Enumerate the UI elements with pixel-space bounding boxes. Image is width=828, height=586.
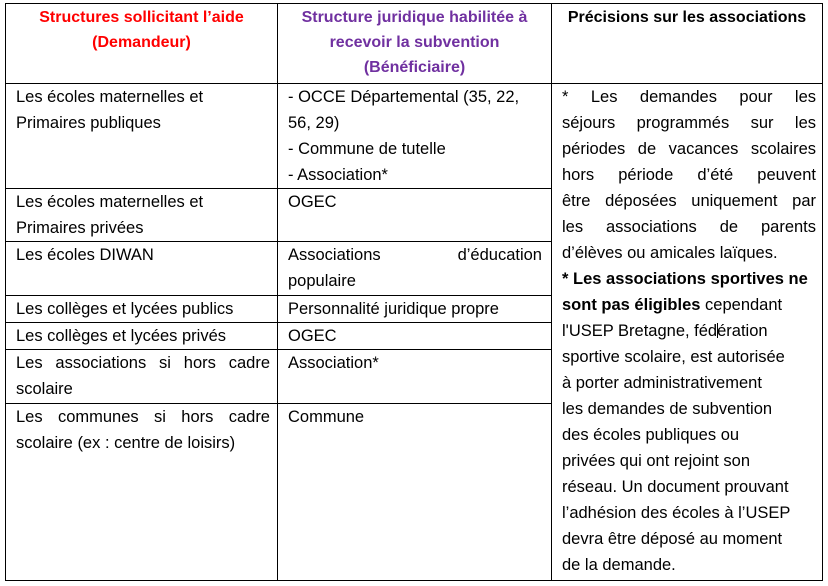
cell-line: Primaires publiques	[16, 114, 161, 132]
table-row-4-beneficiaire	[288, 296, 546, 322]
precisions-line: des écoles publiques ou	[562, 426, 740, 444]
precisions-line: * Les demandes pour les	[562, 88, 816, 106]
cell-line: Association*	[288, 354, 379, 372]
header-beneficiaire-line: recevoir la subvention	[329, 34, 500, 51]
precisions-text: ération	[717, 322, 768, 340]
precisions-text: cependant	[700, 296, 783, 314]
cell-line: Les communes si hors cadre	[16, 408, 270, 426]
cell-line: populaire	[288, 272, 356, 290]
table-row-6-demandeur	[16, 350, 270, 402]
cell-line: Les collèges et lycées publics	[16, 300, 234, 318]
precisions-line: devra être déposé au moment	[562, 530, 783, 548]
column-divider-2	[551, 3, 552, 581]
header-beneficiaire-line: Structure juridique habilitée à	[301, 9, 528, 26]
table-border-top	[5, 3, 823, 4]
precisions-text: l'USEP Bretagne, féd	[562, 322, 718, 340]
table-row-3-demandeur	[16, 242, 271, 268]
precisions-line-cursor	[562, 318, 816, 344]
table-border-right	[822, 3, 823, 581]
table-row-7-demandeur	[16, 404, 270, 456]
precisions-cell	[562, 84, 816, 578]
table-row-2-demandeur	[16, 189, 271, 241]
precisions-line: séjours programmés sur les	[562, 114, 816, 132]
cell-line: Les associations si hors cadre	[16, 354, 270, 372]
precisions-line: réseau. Un document prouvant	[562, 478, 789, 496]
table-border-bottom	[5, 580, 823, 581]
cell-line: Associations d’éducation	[288, 246, 542, 264]
header-demandeur	[6, 5, 277, 55]
header-precisions	[552, 5, 822, 30]
precisions-bold-text: sont pas éligibles	[562, 296, 701, 314]
cell-line: - OCCE Départemental (35, 22,	[288, 88, 520, 106]
precisions-line: privées qui ont rejoint son	[562, 452, 751, 470]
precisions-line: à porter administrativement	[562, 374, 762, 392]
table-row-6-beneficiaire	[288, 350, 546, 376]
table-row-1-demandeur	[16, 84, 271, 136]
header-beneficiaire-line: (Bénéficiaire)	[363, 59, 466, 76]
cell-line: scolaire	[16, 380, 73, 398]
precisions-line: les associations de parents	[562, 218, 816, 236]
table-row-5-demandeur	[16, 323, 271, 349]
cell-line: - Association*	[288, 166, 388, 184]
cell-line: Les écoles maternelles et	[16, 193, 204, 211]
table-row-2-beneficiaire	[288, 189, 546, 215]
table-border-left	[5, 3, 6, 581]
precisions-mixed-line	[562, 292, 816, 318]
cell-line: Les écoles maternelles et	[16, 88, 204, 106]
table-row-7-beneficiaire	[288, 404, 546, 430]
precisions-line: sportive scolaire, est autorisée	[562, 348, 785, 366]
precisions-line: l’adhésion des écoles à l’USEP	[562, 504, 791, 522]
eligibility-table	[5, 3, 823, 581]
precisions-line: être déposées uniquement par	[562, 192, 816, 210]
precisions-line: hors période d’été peuvent	[562, 166, 816, 184]
precisions-line: périodes de vacances scolaires	[562, 140, 816, 158]
cell-line: 56, 29)	[288, 114, 340, 132]
precisions-line: les demandes de subvention	[562, 400, 773, 418]
precisions-line: d’élèves ou amicales laïques.	[562, 244, 778, 262]
cell-line: Personnalité juridique propre	[288, 300, 499, 318]
column-divider-1	[277, 3, 278, 581]
cell-line: Les écoles DIWAN	[16, 246, 154, 264]
header-demandeur-line: Structures sollicitant l’aide	[39, 9, 244, 26]
cell-line: OGEC	[288, 193, 337, 211]
cell-line: scolaire (ex : centre de loisirs)	[16, 434, 236, 452]
table-row-3-beneficiaire	[288, 242, 542, 294]
cell-line: Commune	[288, 408, 365, 426]
cell-line: - Commune de tutelle	[288, 140, 446, 158]
precisions-bold-line: * Les associations sportives ne	[562, 270, 808, 288]
header-precisions-line: Précisions sur les associations	[567, 9, 807, 26]
precisions-line: de la demande.	[562, 556, 676, 574]
table-row-1-beneficiaire	[288, 84, 546, 188]
header-beneficiaire	[278, 5, 551, 80]
table-row-5-beneficiaire	[288, 323, 546, 349]
header-demandeur-line: (Demandeur)	[92, 34, 191, 51]
cell-line: Primaires privées	[16, 219, 144, 237]
table-row-4-demandeur	[16, 296, 271, 322]
cell-line: OGEC	[288, 327, 337, 345]
cell-line: Les collèges et lycées privés	[16, 327, 227, 345]
